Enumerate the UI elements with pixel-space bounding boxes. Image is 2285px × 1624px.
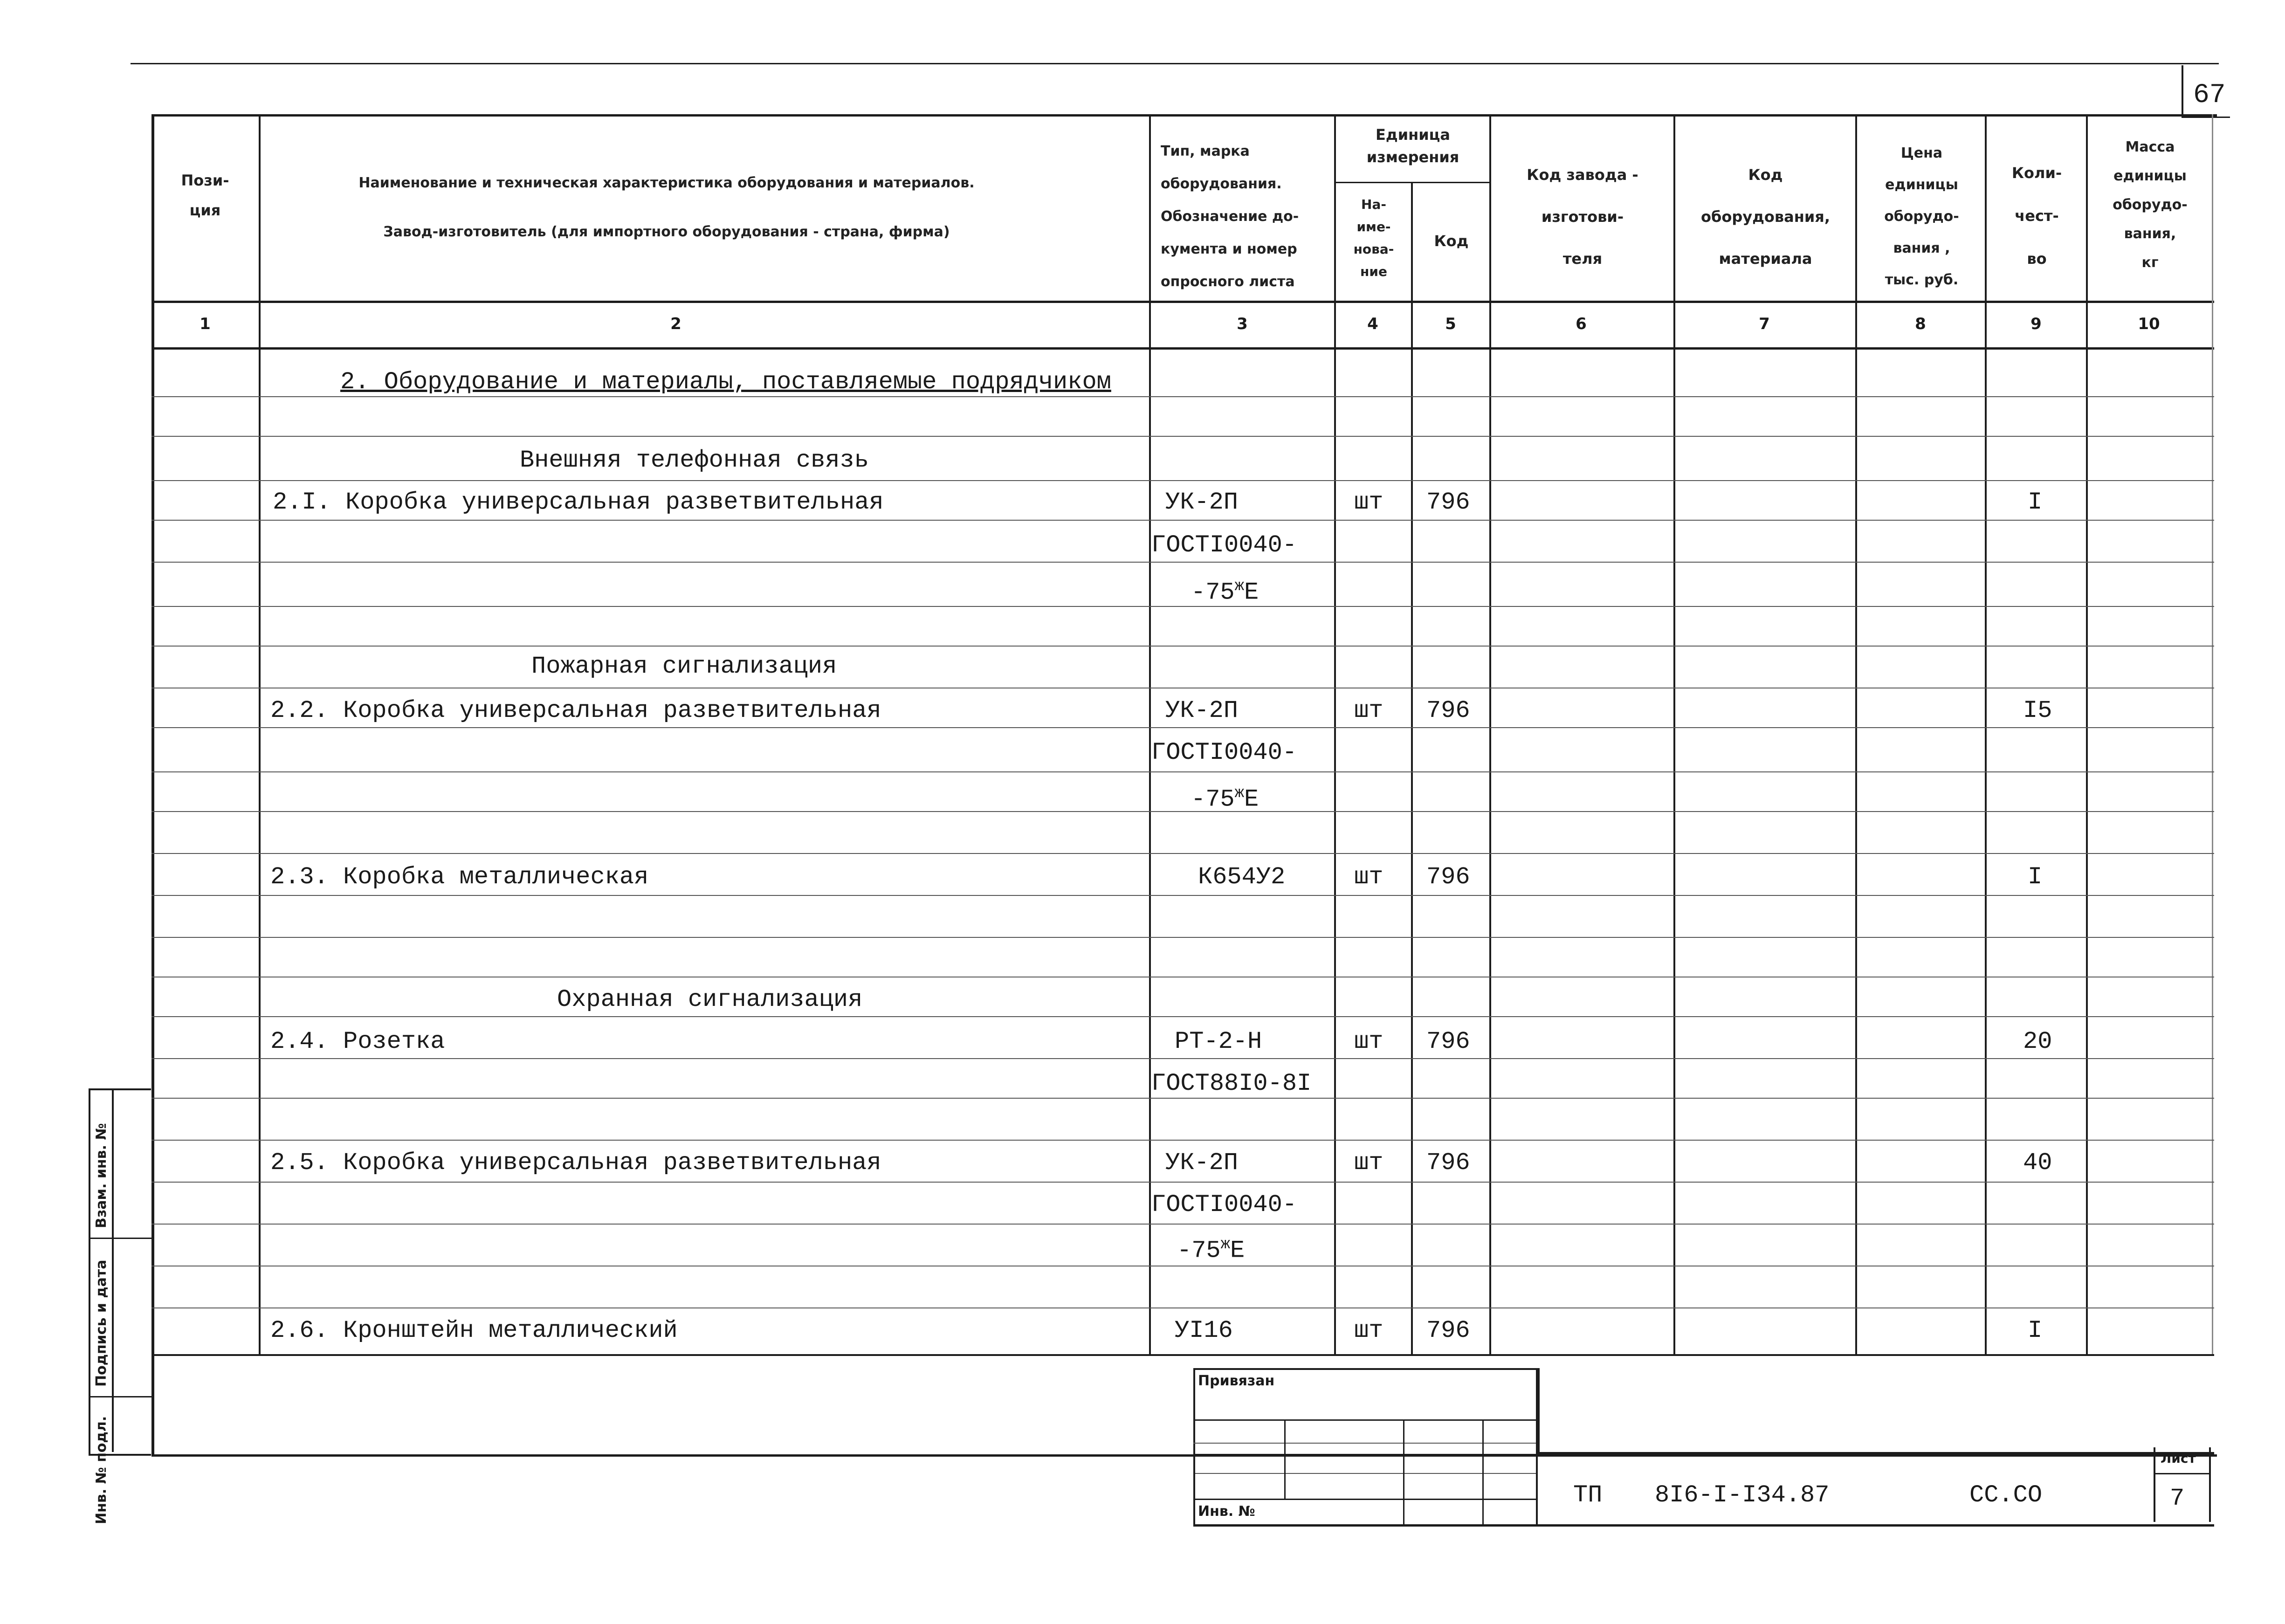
side-label-signature: Подпись и дата [93, 1259, 110, 1387]
row-qty: I [2028, 1317, 2043, 1344]
row-type: К654У2 [1198, 863, 1286, 891]
row-name: 2.5. Коробка универсальная разветвительная [270, 1149, 881, 1177]
row-unit: шт [1354, 1028, 1383, 1055]
row-doc-cont: $-75^жЕ$ [1191, 784, 1259, 813]
row-type: УК-2П [1165, 697, 1239, 724]
header-unit-group: Единица измерения [1366, 126, 1459, 166]
row-qty: 20 [2023, 1028, 2052, 1055]
row-code: 796 [1426, 1149, 1470, 1177]
subsection-phone: Внешняя телефонная связь [520, 447, 869, 474]
section-title: 2. Оборудование и материалы, поставляемые подрядчиком [340, 368, 1111, 396]
col-number: 2 [670, 315, 681, 333]
stamp-privyazan: Привязан [1198, 1373, 1275, 1389]
top-rule [131, 63, 2219, 64]
col-number: 3 [1237, 315, 1248, 333]
row-unit: шт [1354, 489, 1383, 516]
row-code: 796 [1426, 697, 1470, 724]
row-type: УК-2П [1165, 489, 1239, 516]
subsection-security: Охранная сигнализация [557, 986, 863, 1013]
header-unit-name: На- име- нова- ние [1353, 197, 1394, 279]
row-name: 2.4. Розетка [270, 1028, 445, 1055]
page-number: 67 [2193, 80, 2226, 110]
header-name: Наименование и техническая характеристика оборудования и материалов. Завод-изготовитель (для импортного оборудования - страна, фирма) [358, 175, 975, 240]
row-doc: ГОСТI0040- [1151, 1191, 1297, 1218]
row-name: 2.6. Кронштейн металлический [270, 1317, 678, 1344]
row-type: РТ-2-Н [1175, 1028, 1262, 1055]
stamp-doc-suffix: СС.СО [1969, 1481, 2043, 1509]
header-position: Пози- ция [181, 172, 229, 219]
side-label-inv: Инв. № подл. [93, 1416, 110, 1524]
col-number: 8 [1915, 315, 1926, 333]
row-type: УК-2П [1165, 1149, 1239, 1177]
col-number: 5 [1445, 315, 1456, 333]
row-qty: I [2028, 489, 2043, 516]
header-type: Тип, марка оборудования. Обозначение до- кумента и номер опросного листа [1161, 143, 1299, 290]
subsection-fire: Пожарная сигнализация [531, 653, 837, 680]
row-code: 796 [1426, 1317, 1470, 1344]
row-doc-cont: $-75^жЕ$ [1191, 578, 1259, 606]
col-number: 9 [2030, 315, 2042, 333]
header-equipment-code: Код оборудования, материала [1701, 166, 1830, 268]
header-unit-code: Код [1434, 232, 1469, 250]
row-code: 796 [1426, 489, 1470, 516]
stamp-doc-prefix: ТП [1573, 1481, 1603, 1509]
header-quantity: Коли- чест- во [2011, 164, 2062, 268]
row-type: УI16 [1175, 1317, 1233, 1344]
row-name: 2.I. Коробка универсальная разветвительная [273, 489, 884, 516]
row-unit: шт [1354, 1149, 1383, 1177]
col-number: 7 [1759, 315, 1770, 333]
stamp-doc-code: 8I6-I-I34.87 [1655, 1481, 1830, 1509]
col-number: 1 [200, 315, 211, 333]
row-qty: I [2028, 863, 2043, 891]
header-price: Цена единицы оборудо- вания , тыс. руб. [1884, 145, 1959, 288]
sheet-number: 7 [2170, 1485, 2185, 1512]
header-factory-code: Код завода - изготови- теля [1527, 166, 1638, 268]
sheet-label: Лист [2161, 1451, 2196, 1466]
col-number: 6 [1576, 315, 1587, 333]
row-qty: I5 [2023, 697, 2052, 724]
row-code: 796 [1426, 863, 1470, 891]
header-mass: Масса единицы оборудо- вания, кг [2113, 139, 2188, 271]
row-unit: шт [1354, 1317, 1383, 1344]
col-number: 4 [1367, 315, 1378, 333]
row-code: 796 [1426, 1028, 1470, 1055]
side-label-vzam: Взам. инв. № [93, 1123, 110, 1228]
row-doc-cont: $-75^жЕ$ [1177, 1236, 1245, 1265]
row-doc: ГОСТ88I0-8I [1151, 1070, 1312, 1097]
row-name: 2.2. Коробка универсальная разветвительная [270, 697, 881, 724]
row-doc: ГОСТI0040- [1151, 739, 1297, 766]
col-number: 10 [2138, 315, 2160, 333]
row-unit: шт [1354, 697, 1383, 724]
row-qty: 40 [2023, 1149, 2052, 1177]
stamp-inv: Инв. № [1198, 1503, 1255, 1520]
row-unit: шт [1354, 863, 1383, 891]
row-name: 2.3. Коробка металлическая [270, 863, 649, 891]
row-doc: ГОСТI0040- [1151, 531, 1297, 559]
